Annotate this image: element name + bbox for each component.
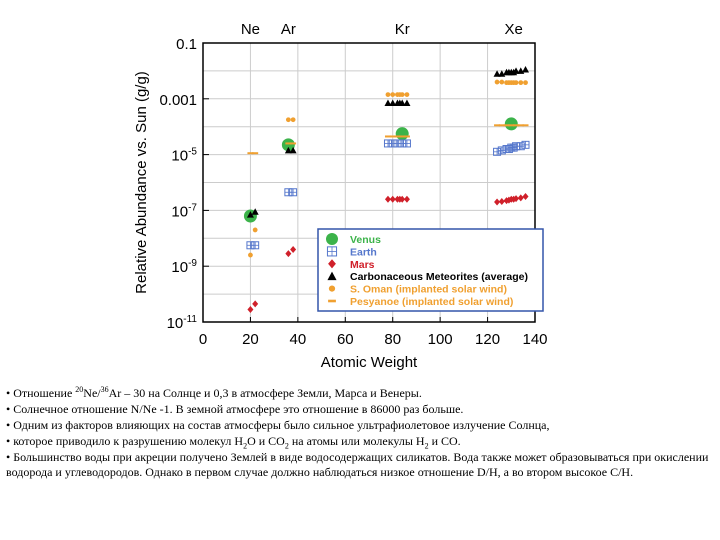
- legend: [318, 229, 543, 311]
- note-text: 20: [75, 385, 84, 394]
- y-tick-label: $10^{-9}$: [171, 258, 197, 277]
- legend-marker: [329, 285, 335, 291]
- legend-marker: [326, 233, 338, 245]
- element-labels: [241, 21, 523, 38]
- note-text: и CO.: [428, 434, 461, 448]
- note-paragraph: [6, 450, 716, 480]
- data-point: [499, 80, 504, 85]
- data-point: [390, 92, 395, 97]
- data-point: [499, 198, 505, 205]
- y-tick-label: $10^{-5}$: [171, 146, 197, 165]
- note-text: • Большинство воды при акреции получено Землей в виде водосодержащих силикатов. Вода также может образовываться при окислении водорода и углеводородов. Однако в первом случае должно наблюдаться низкое отношение D/H, а во втором высокое C/H.: [6, 450, 709, 479]
- legend-label: S. Oman (implanted solar wind): [350, 283, 507, 296]
- x-tick-label: 20: [242, 331, 259, 348]
- legend-label: Venus: [350, 234, 381, 246]
- note-paragraph: [6, 402, 716, 417]
- x-tick-label: 100: [427, 331, 453, 348]
- y-tick-label: 0.001: [159, 91, 197, 109]
- data-point: [386, 92, 391, 97]
- note-text: 2: [424, 441, 429, 451]
- legend-label: Earth: [350, 246, 377, 259]
- data-point: [247, 306, 253, 313]
- note-text: • Одним из факторов влияющих на состав атмосферы было сильное ультрафиолетовое излучение Солнца,: [6, 418, 550, 432]
- note-text: O и CO: [247, 434, 285, 448]
- data-point: [495, 80, 500, 85]
- data-point: [285, 250, 291, 257]
- y-tick-label: $10^{-11}$: [166, 314, 197, 332]
- data-point: [290, 189, 297, 196]
- note-text: • Отношение: [6, 386, 76, 400]
- x-axis-label: Atomic Weight: [320, 354, 418, 371]
- data-point: [252, 242, 259, 249]
- data-point: [505, 117, 518, 130]
- element-label: Ar: [280, 21, 296, 38]
- data-point: [404, 135, 410, 137]
- data-point: [405, 92, 410, 97]
- note-text: 2: [284, 441, 289, 451]
- series-0: [244, 117, 518, 222]
- data-point: [396, 127, 409, 140]
- element-label: Xe: [504, 21, 523, 38]
- data-point: [253, 228, 258, 233]
- data-point: [400, 92, 405, 97]
- data-point: [523, 80, 528, 85]
- data-point: [404, 196, 410, 203]
- element-label: Kr: [394, 21, 410, 38]
- legend-label: Carbonaceous Meteorites (average): [350, 271, 528, 284]
- x-tick-label: 60: [336, 331, 354, 348]
- data-point: [291, 117, 296, 122]
- note-text: • Солнечное отношение N/Ne -1. В земной атмосфере это отношение в 86000 раз больше.: [6, 402, 464, 416]
- legend-marker: [328, 300, 336, 303]
- notes-text: [6, 386, 716, 481]
- data-point: [403, 140, 410, 147]
- note-text: Ne/: [83, 386, 101, 400]
- y-tick-label: 0.1: [176, 36, 197, 53]
- y-axis-label: Relative Abundance vs. Sun (g/g): [133, 71, 150, 294]
- legend-label: Pesyanoe (implanted solar wind): [350, 296, 514, 308]
- note-text: 36: [100, 385, 109, 394]
- data-point: [518, 80, 523, 85]
- legend-label: Mars: [350, 258, 375, 271]
- data-point: [252, 152, 258, 154]
- note-text: 2: [243, 441, 248, 451]
- x-tick-label: 0: [198, 331, 208, 348]
- data-point: [518, 194, 524, 201]
- element-label: Ne: [240, 21, 261, 38]
- data-point: [494, 199, 500, 206]
- data-point: [523, 124, 529, 126]
- note-text: • которое приводило к разрушению молекул H: [6, 434, 244, 448]
- y-tick-label: $10^{-7}$: [171, 202, 197, 221]
- note-text: на атомы или молекулы H: [288, 434, 425, 448]
- note-paragraph: [6, 386, 716, 401]
- x-tick-label: 40: [289, 331, 307, 348]
- data-point: [514, 80, 519, 85]
- note-paragraph: [6, 418, 716, 433]
- note-text: Ar – 30 на Солнце и 0,3 в атмосфере Земли, Марса и Венеры.: [108, 386, 422, 400]
- data-point: [523, 193, 529, 200]
- data-point: [522, 66, 529, 73]
- note-paragraph: [6, 434, 716, 449]
- data-point: [252, 300, 258, 307]
- x-tick-label: 140: [522, 331, 548, 348]
- data-point: [248, 253, 253, 258]
- data-point: [286, 117, 291, 122]
- data-point: [403, 99, 410, 106]
- x-tick-label: 80: [384, 331, 402, 348]
- data-point: [290, 142, 296, 144]
- x-tick-label: 120: [475, 331, 501, 348]
- data-point: [290, 246, 296, 253]
